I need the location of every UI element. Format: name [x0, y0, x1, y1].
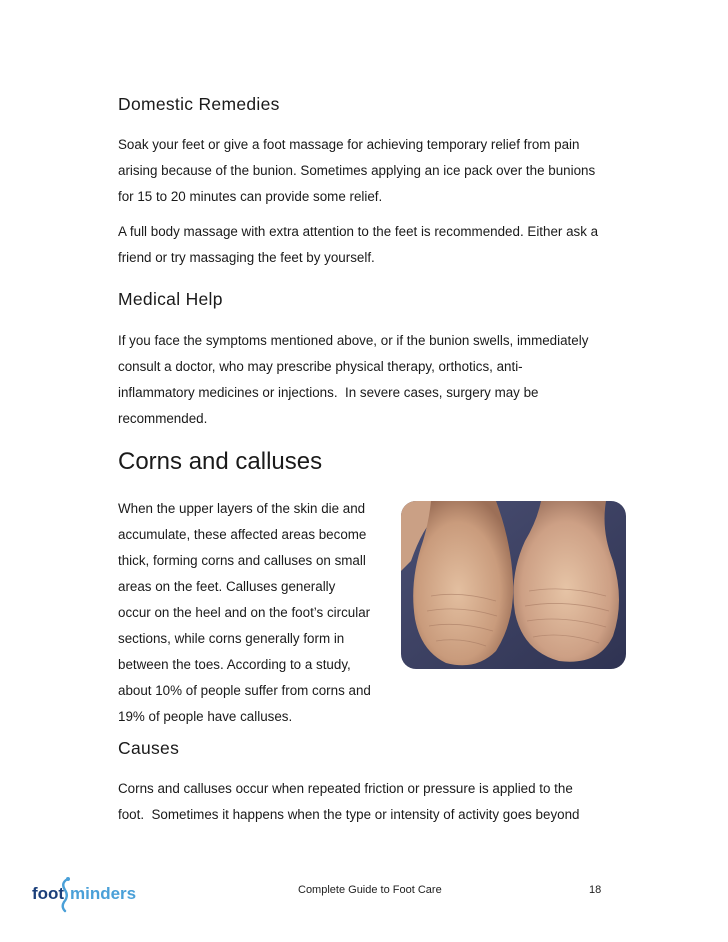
text-line: friend or try massaging the feet by yourself.: [118, 250, 375, 265]
text-line: thick, forming corns and calluses on small: [118, 553, 366, 568]
heading-corns-and-calluses: Corns and calluses: [118, 448, 323, 475]
heels-photo: [401, 501, 626, 669]
logo-text-foot: foot: [32, 884, 65, 903]
text-line: Corns and calluses occur when repeated friction or pressure is applied to the: [118, 781, 573, 796]
text-line: When the upper layers of the skin die and: [118, 501, 366, 516]
paragraph-causes-1: [118, 776, 580, 828]
text-line: inflammatory medicines or injections. In severe cases, surgery may be: [118, 385, 539, 400]
text-line: 19% of people have calluses.: [118, 709, 293, 724]
text-line: about 10% of people suffer from corns and: [118, 683, 371, 698]
text-line: consult a doctor, who may prescribe physical therapy, orthotics, anti-: [118, 359, 523, 374]
text-line: for 15 to 20 minutes can provide some relief.: [118, 189, 383, 204]
paragraph-domestic-2: [118, 219, 598, 271]
text-line: recommended.: [118, 411, 208, 426]
text-line: accumulate, these affected areas become: [118, 527, 367, 542]
heading-domestic-remedies: Domestic Remedies: [118, 94, 280, 114]
text-line: foot. Sometimes it happens when the type or intensity of activity goes beyond: [118, 807, 580, 822]
text-line: occur on the heel and on the foot’s circular: [118, 605, 371, 620]
heading-medical-help: Medical Help: [118, 289, 223, 309]
footer-title: Complete Guide to Foot Care: [298, 884, 442, 896]
paragraph-corns-1: [118, 496, 371, 730]
logo-text-minders: minders: [70, 884, 137, 903]
text-line: Soak your feet or give a foot massage for achieving temporary relief from pain: [118, 137, 580, 152]
footminders-logo: [30, 874, 140, 914]
text-line: A full body massage with extra attention to the feet is recommended. Either ask a: [118, 224, 599, 239]
heading-causes: Causes: [118, 738, 180, 758]
text-line: If you face the symptoms mentioned above, or if the bunion swells, immediately: [118, 333, 589, 348]
paragraph-domestic-1: [118, 132, 595, 210]
footer-page-number: 18: [589, 884, 602, 896]
text-line: areas on the feet. Calluses generally: [118, 579, 336, 594]
text-line: arising because of the bunion. Sometimes applying an ice pack over the bunions: [118, 163, 596, 178]
text-line: between the toes. According to a study,: [118, 657, 351, 672]
paragraph-medical-1: [118, 328, 588, 432]
text-line: sections, while corns generally form in: [118, 631, 345, 646]
